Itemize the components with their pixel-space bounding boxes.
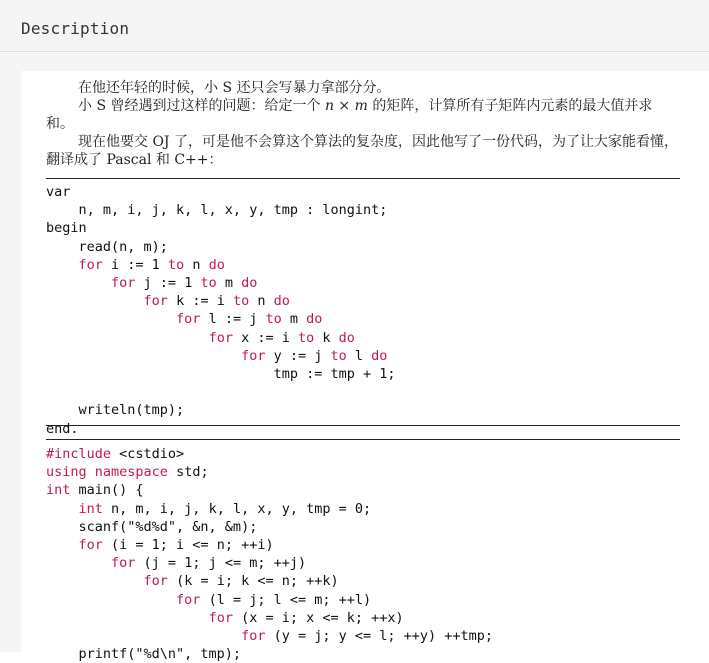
code-keyword: #include <box>46 446 112 462</box>
code-keyword: for <box>208 609 233 626</box>
code-line: for (x = i; x <= k; ++x) <box>208 609 404 626</box>
statement-paragraph-2 <box>46 97 680 133</box>
code-keyword: for <box>176 591 201 608</box>
code-line: for (l = j; l <= m; ++l) <box>176 591 372 608</box>
code-keyword: for <box>78 256 103 273</box>
cpp-code-block <box>46 445 493 663</box>
code-keyword: to <box>330 347 347 364</box>
code-keyword: to <box>200 275 217 292</box>
code-line: read(n, m); <box>46 238 168 255</box>
code-keyword: do <box>273 293 290 310</box>
code-line: n, m, i, j, k, l, x, y, tmp : longint; <box>46 202 388 219</box>
code-keyword: int <box>78 500 103 517</box>
code-line: int n, m, i, j, k, l, x, y, tmp = 0; <box>78 500 372 517</box>
code-keyword: do <box>208 256 225 273</box>
code-line: printf("%d\n", tmp); <box>46 646 242 663</box>
code-line: scanf("%d%d", &n, &m); <box>46 518 258 535</box>
code-line: for (j = 1; j <= m; ++j) <box>111 555 307 572</box>
code-line: for j := 1 to m do <box>111 275 258 292</box>
code-keyword: using <box>46 464 87 481</box>
statement-paragraph-3 <box>46 133 680 169</box>
code-keyword: do <box>371 347 388 364</box>
code-keyword: for <box>143 573 168 590</box>
code-keyword: for <box>176 311 201 328</box>
code-line: tmp := tmp + 1; <box>46 366 396 383</box>
code-line: for l := j to m do <box>176 311 323 328</box>
code-line: for x := i to k do <box>208 329 355 346</box>
math-expression: n × m <box>324 98 368 114</box>
code-line: using namespace std; <box>46 464 209 481</box>
code-keyword: do <box>338 329 355 346</box>
code-line: for y := j to l do <box>241 347 388 364</box>
code-keyword: for <box>241 628 266 645</box>
code-line: for k := i to n do <box>143 293 290 310</box>
description-header <box>0 0 709 52</box>
code-line: for (i = 1; i <= n; ++i) <box>78 537 274 554</box>
code-line: #include <cstdio> <box>46 446 185 462</box>
section-title: Description <box>21 19 130 38</box>
code-keyword: to <box>232 293 250 310</box>
code-line: begin <box>46 220 87 237</box>
code-keyword: do <box>241 275 258 292</box>
statement-paragraph-1 <box>46 79 680 97</box>
description-content <box>21 71 709 663</box>
statement-text: 现在他要交 OJ 了，可是他不会算这个算法的复杂度，因此他写了一份代码，为了让大家能看懂，翻译成了 Pascal 和 C++： <box>46 134 678 168</box>
code-keyword: for <box>111 555 136 572</box>
code-keyword: namespace <box>94 464 168 481</box>
statement-text: 小 S 曾经遇到过这样的问题：给定一个 <box>78 98 325 114</box>
code-line: end. <box>46 420 79 437</box>
code-line: int main() { <box>46 482 144 499</box>
code-line: for (k = i; k <= n; ++k) <box>143 573 339 590</box>
code-keyword: do <box>306 311 323 328</box>
code-divider <box>46 425 680 426</box>
code-line: var <box>46 184 71 200</box>
code-keyword: for <box>111 275 136 292</box>
pascal-code-block <box>46 183 396 438</box>
code-divider <box>46 439 680 440</box>
statement-text: 的矩阵，计算所有子矩阵内元素的最大值并求和。 <box>46 98 653 132</box>
code-divider-top <box>46 178 680 179</box>
code-line: for (y = j; y <= l; ++y) ++tmp; <box>241 628 494 645</box>
code-keyword: for <box>78 537 103 554</box>
code-line: for i := 1 to n do <box>78 256 225 273</box>
code-keyword: to <box>265 311 282 328</box>
code-keyword: for <box>208 329 233 346</box>
code-keyword: int <box>46 482 71 499</box>
code-keyword: for <box>143 293 168 310</box>
code-line: writeln(tmp); <box>46 402 185 419</box>
statement-text: 在他还年轻的时候，小 S 还只会写暴力拿部分分。 <box>78 80 391 96</box>
code-keyword: for <box>241 347 266 364</box>
code-keyword: to <box>167 256 185 273</box>
code-keyword: to <box>297 329 315 346</box>
